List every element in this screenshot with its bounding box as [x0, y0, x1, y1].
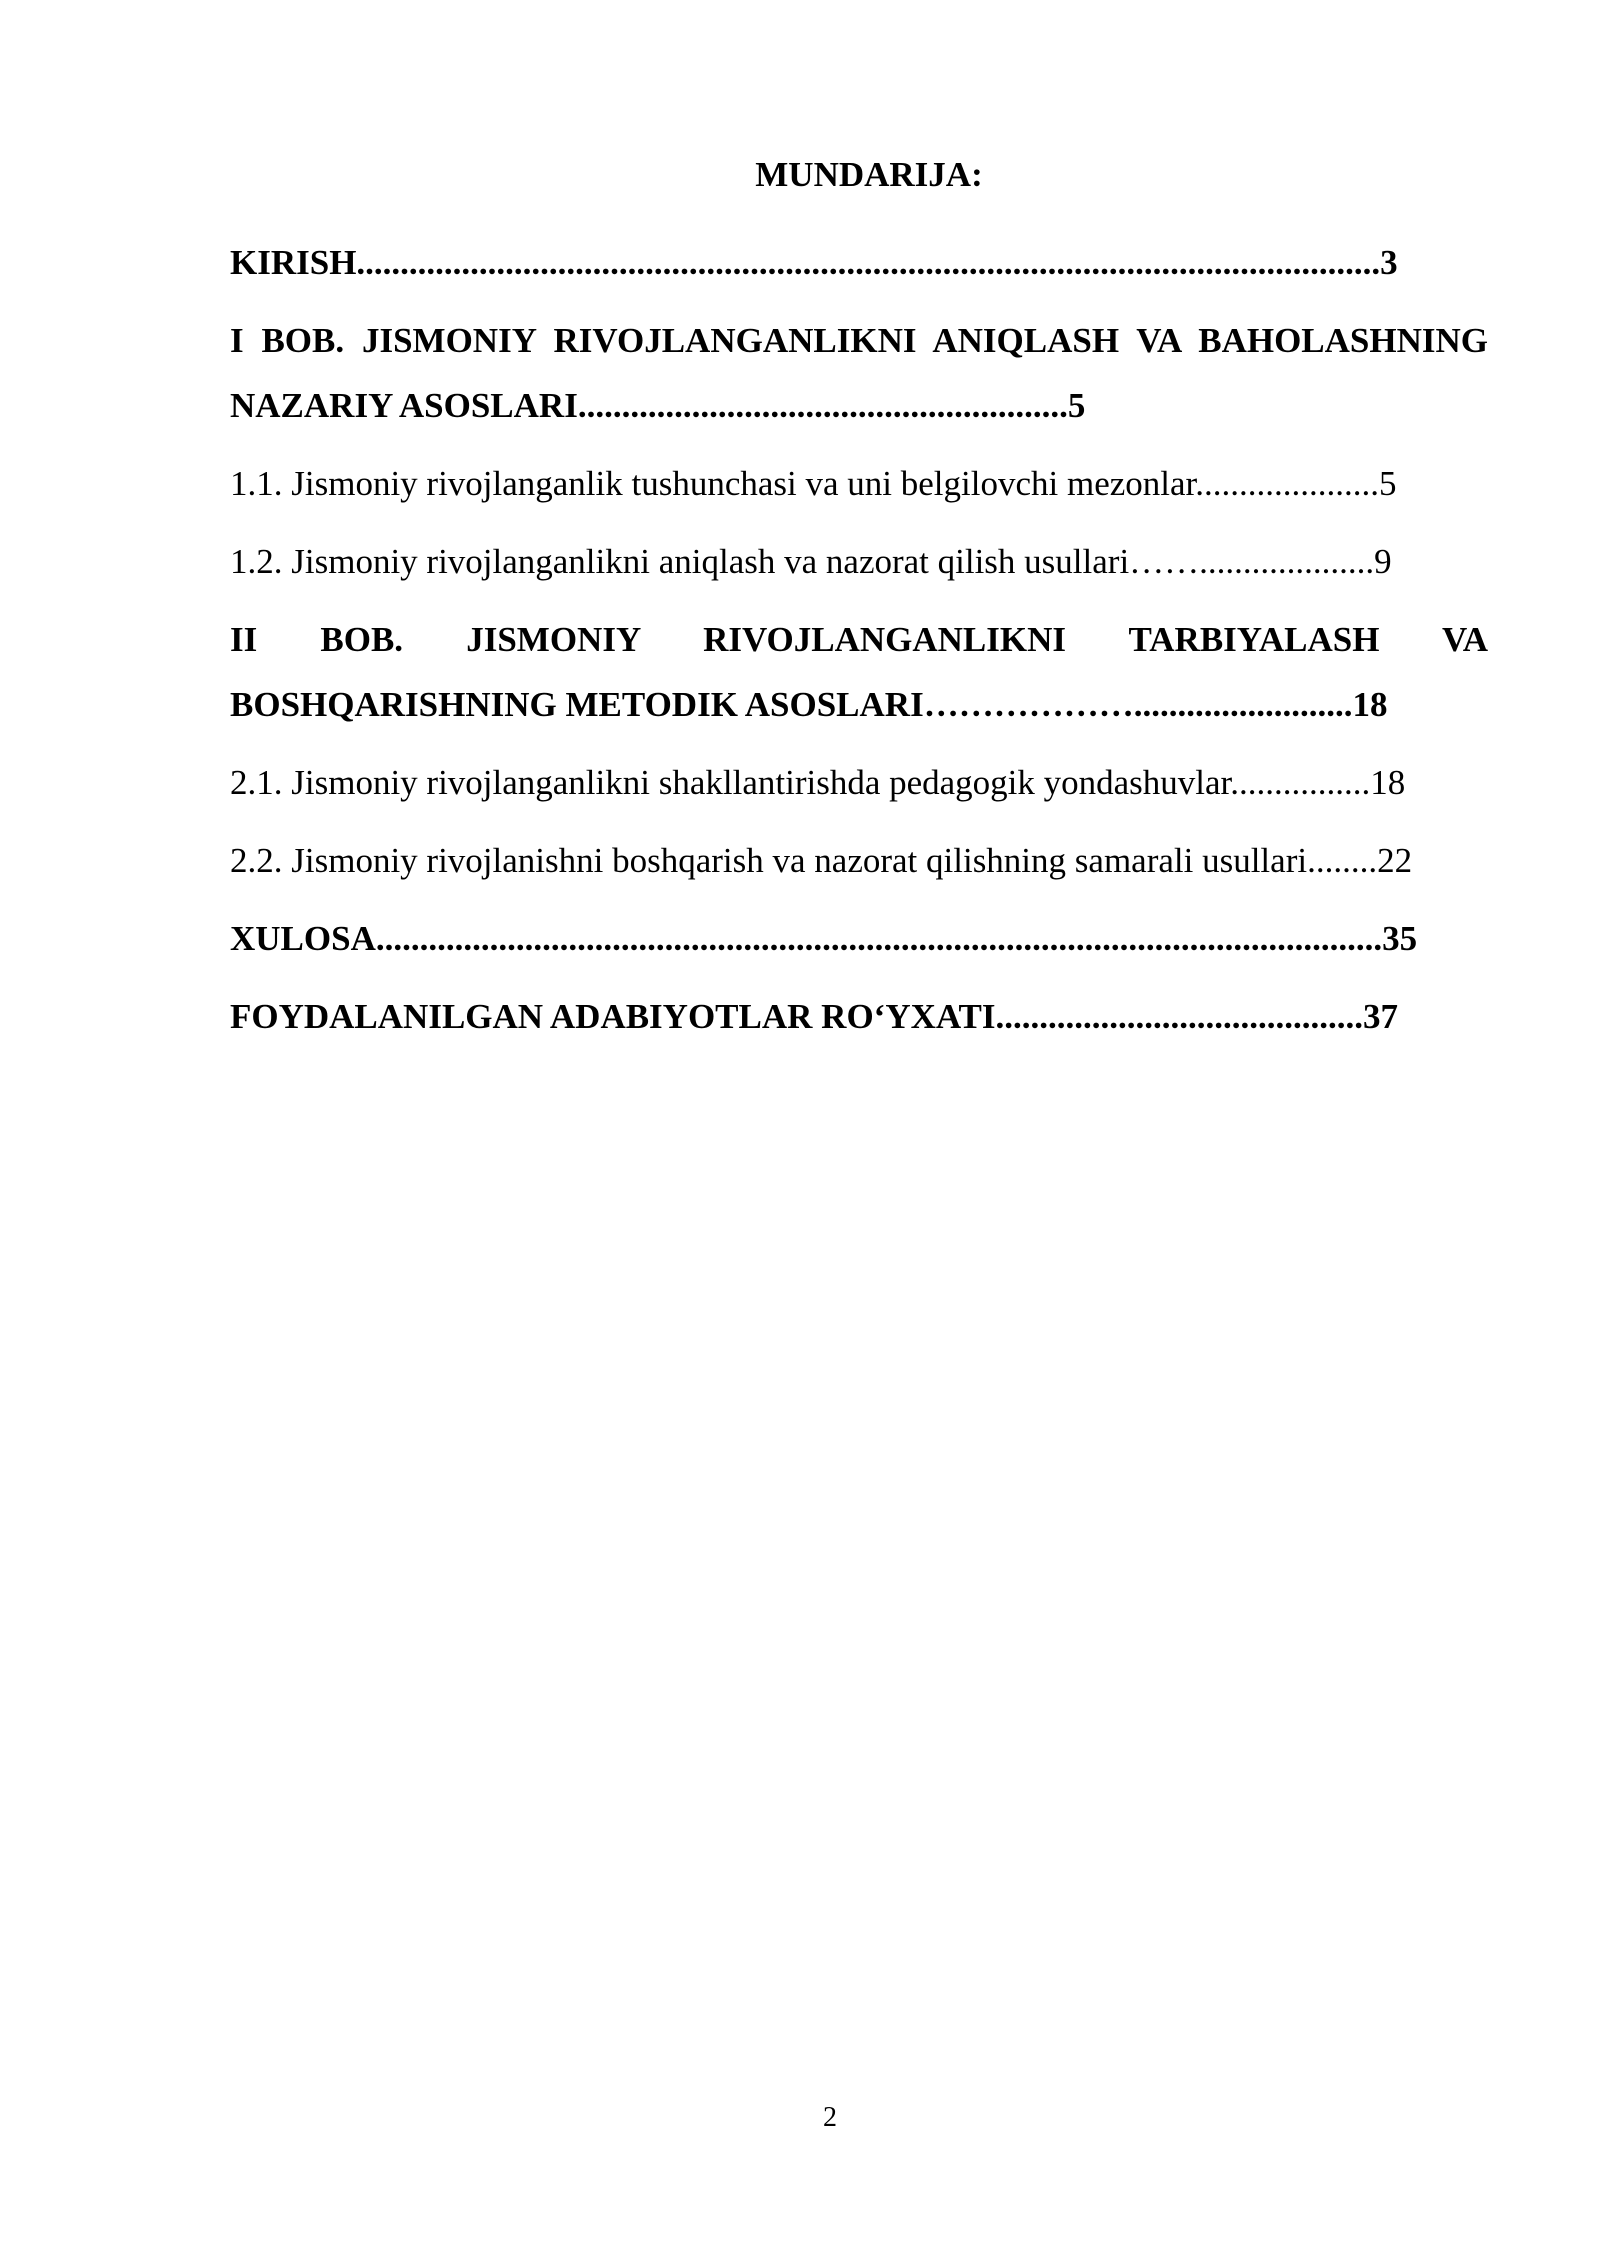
toc-title: MUNDARIJA: — [755, 155, 983, 194]
toc-entry-chapter-1: I BOB. JISMONIY RIVOJLANGANLIKNI ANIQLASH VA BAHOLASHNING NAZARIY ASOSLARI........................................................5 — [230, 321, 1488, 425]
toc-entry-section-1-1: 1.1. Jismoniy rivojlanganlik tushunchasi va uni belgilovchi mezonlar.....................5 — [230, 464, 1397, 503]
toc-entry-section-1-2: 1.2. Jismoniy rivojlanganlikni aniqlash va nazorat qilish usullari……....................9 — [230, 542, 1392, 581]
toc-entry-references: FOYDALANILGAN ADABIYOTLAR RO‘YXATI..........................................37 — [230, 997, 1399, 1036]
toc-entry-conclusion: XULOSA...................................................................................................................35 — [230, 919, 1418, 958]
toc-entry-introduction: KIRISH.....................................................................................................................3 — [230, 243, 1398, 282]
page-number: 2 — [823, 2102, 837, 2133]
table-of-contents — [230, 150, 1488, 1062]
toc-entry-chapter-2: II BOB. JISMONIY RIVOJLANGANLIKNI TARBIYALASH VA BOSHQARISHNING METODIK ASOSLARI……………….........................18 — [230, 620, 1488, 724]
toc-entry-section-2-1: 2.1. Jismoniy rivojlanganlikni shakllantirishda pedagogik yondashuvlar................18 — [230, 763, 1406, 802]
toc-entry-section-2-2: 2.2. Jismoniy rivojlanishni boshqarish va nazorat qilishning samarali usullari........22 — [230, 841, 1413, 880]
